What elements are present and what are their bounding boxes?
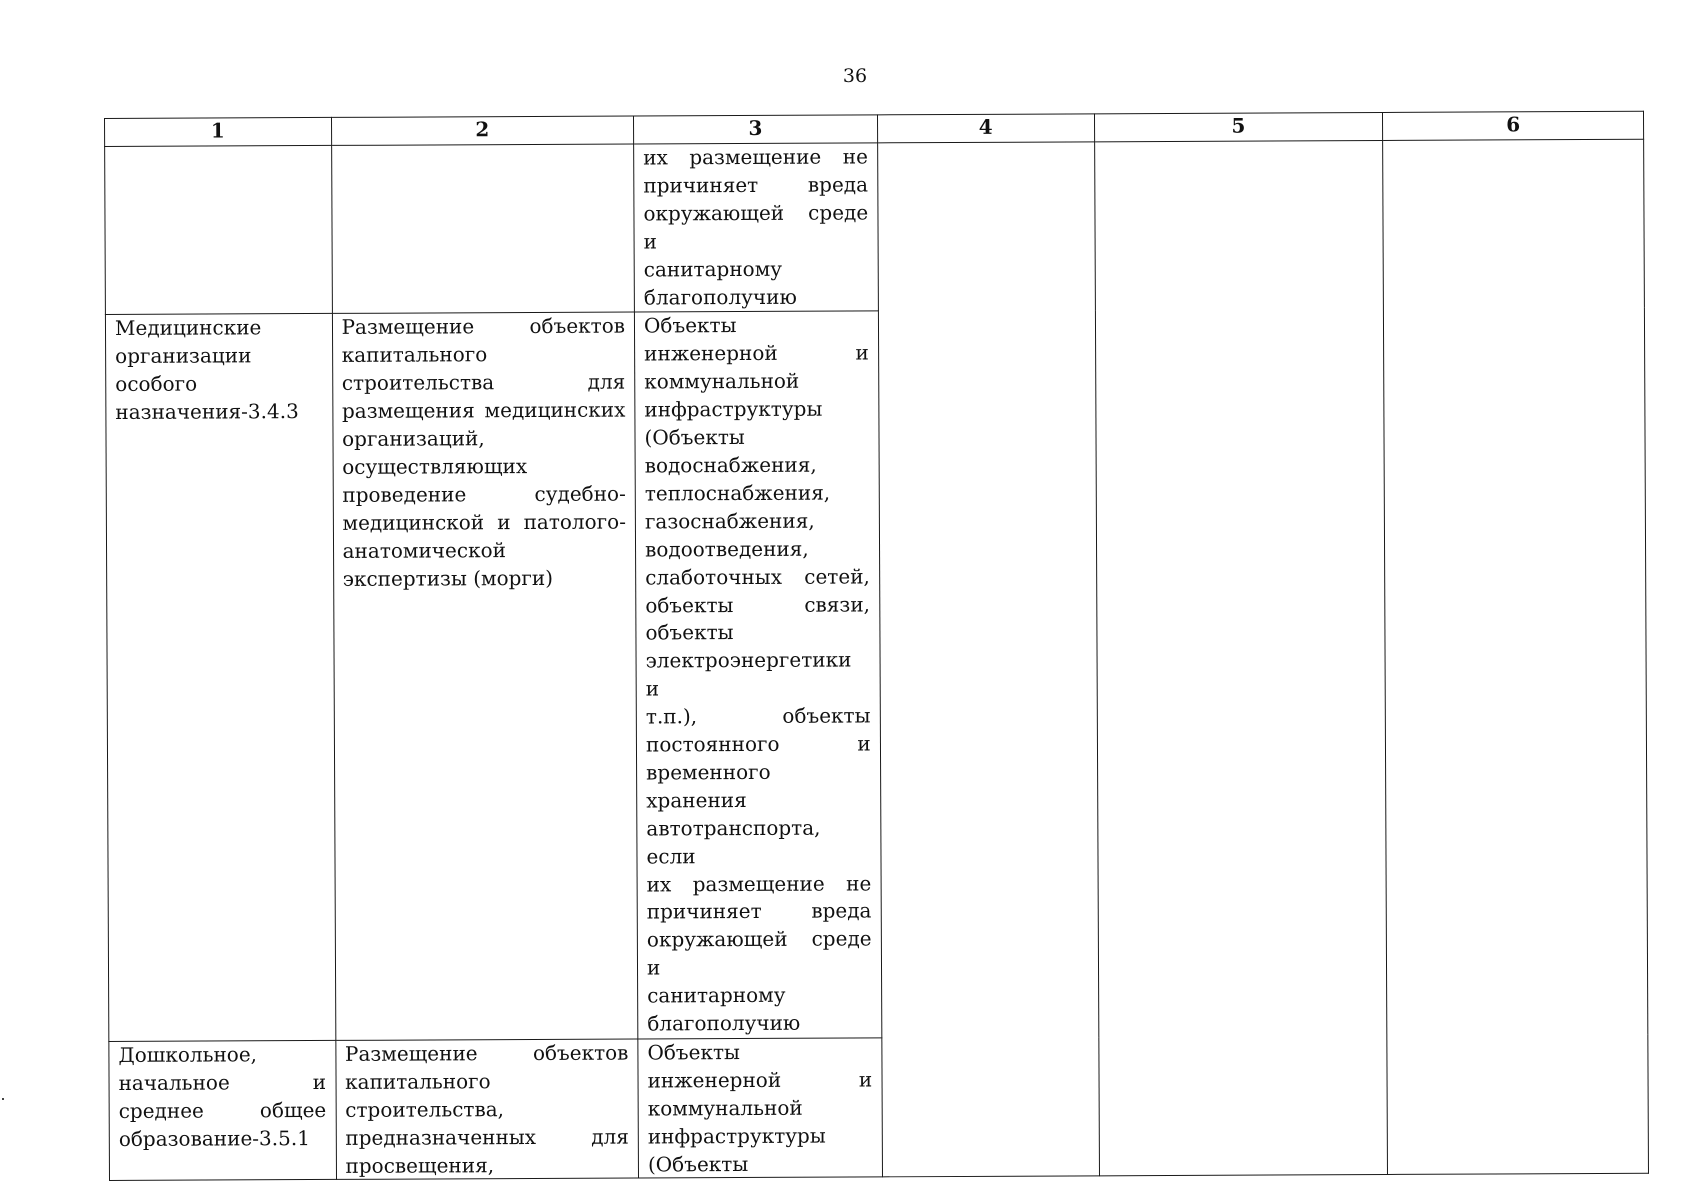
text-line: начальное и [118, 1069, 327, 1095]
text-line: санитарному [647, 982, 786, 1008]
column-header-2: 2 [331, 116, 634, 145]
cell-description [331, 144, 634, 314]
cell-column-5 [1094, 140, 1387, 1175]
text-line: причиняет вреда [643, 172, 869, 198]
text-line: инфраструктуры [647, 1123, 826, 1149]
column-header-1: 1 [105, 117, 332, 146]
text-line: хранения [646, 787, 747, 813]
cell-description [332, 312, 638, 1040]
text-line: их размещение не [646, 870, 872, 897]
text-line: инженерной и [647, 1067, 873, 1093]
text-line: постоянного и [645, 731, 871, 757]
cell-auxiliary-objects [634, 311, 881, 1039]
text-line: газоснабжения, [644, 508, 815, 534]
text-line: Размещение объектов [341, 313, 626, 340]
cell-column-6 [1383, 139, 1649, 1174]
text-line: (Объекты [644, 425, 745, 450]
column-header-6: 6 [1383, 111, 1644, 140]
text-line: инженерной и [644, 340, 869, 366]
text-line: окружающей среде и [646, 926, 872, 980]
page-number: 36 [842, 65, 868, 87]
text-line: строительства для [341, 369, 626, 396]
cell-column-4 [877, 142, 1099, 1177]
text-line: объекты связи, [645, 591, 871, 617]
text-line: организации [115, 343, 252, 369]
text-line: Медицинские [114, 315, 262, 341]
text-line: (Объекты [647, 1151, 749, 1177]
text-line: автотранспорта, если [646, 815, 821, 869]
text-line: особого [115, 371, 198, 397]
cell-auxiliary-objects [634, 143, 878, 313]
zoning-table [104, 111, 1649, 1181]
text-line: благополучию [647, 1010, 801, 1036]
text-line: слаботочных сетей, [645, 563, 870, 590]
text-line: образование-3.5.1 [118, 1125, 310, 1151]
text-line: среднее общее [118, 1097, 327, 1123]
text-line: электроэнергетики и [645, 647, 852, 701]
text-line: их размещение не [643, 144, 868, 170]
text-line: осуществляющих [342, 453, 528, 479]
cell-description [335, 1039, 638, 1179]
cell-land-use-type [105, 314, 335, 1042]
text-line: строительства, [345, 1096, 505, 1122]
text-line: назначения-3.4.3 [115, 399, 299, 425]
text-line: т.п.), объекты [645, 703, 871, 729]
text-line: коммунальной [644, 368, 800, 394]
text-line: благополучию [643, 284, 797, 309]
text-line: Объекты [643, 313, 737, 338]
text-line: проведение судебно- [342, 481, 626, 507]
text-line: теплоснабжения, [644, 480, 831, 506]
text-line: коммунальной [647, 1095, 803, 1121]
text-line: медицинской и патолого- [342, 509, 626, 535]
text-line: размещения медицинских [341, 397, 626, 424]
text-line: предназначенных для [345, 1124, 629, 1150]
text-line: анатомической [342, 537, 506, 563]
text-line: санитарному [643, 256, 783, 282]
text-line: капитального [345, 1069, 491, 1094]
column-header-5: 5 [1094, 112, 1383, 141]
text-line: экспертизы (морги) [342, 565, 554, 591]
text-line: водоотведения, [644, 536, 809, 562]
cell-land-use-type [109, 1040, 336, 1180]
table-row [105, 139, 1645, 315]
text-line: водоснабжения, [644, 452, 817, 478]
scan-artifact [2, 1098, 4, 1100]
cell-land-use-type [105, 145, 332, 315]
text-line: причиняет вреда [646, 898, 872, 924]
text-line: организаций, [342, 426, 485, 451]
text-line: окружающей среде и [643, 200, 869, 254]
column-header-3: 3 [634, 115, 878, 144]
text-line: Размещение объектов [344, 1040, 629, 1066]
text-line: просвещения, [345, 1152, 495, 1178]
text-line: Объекты [647, 1040, 740, 1065]
cell-auxiliary-objects [638, 1038, 882, 1178]
text-line: временного [646, 759, 771, 785]
text-line: объекты [645, 620, 734, 645]
text-line: капитального [341, 342, 488, 368]
column-header-4: 4 [877, 114, 1094, 143]
text-line: инфраструктуры [644, 396, 823, 422]
text-line: Дошкольное, [118, 1042, 258, 1067]
